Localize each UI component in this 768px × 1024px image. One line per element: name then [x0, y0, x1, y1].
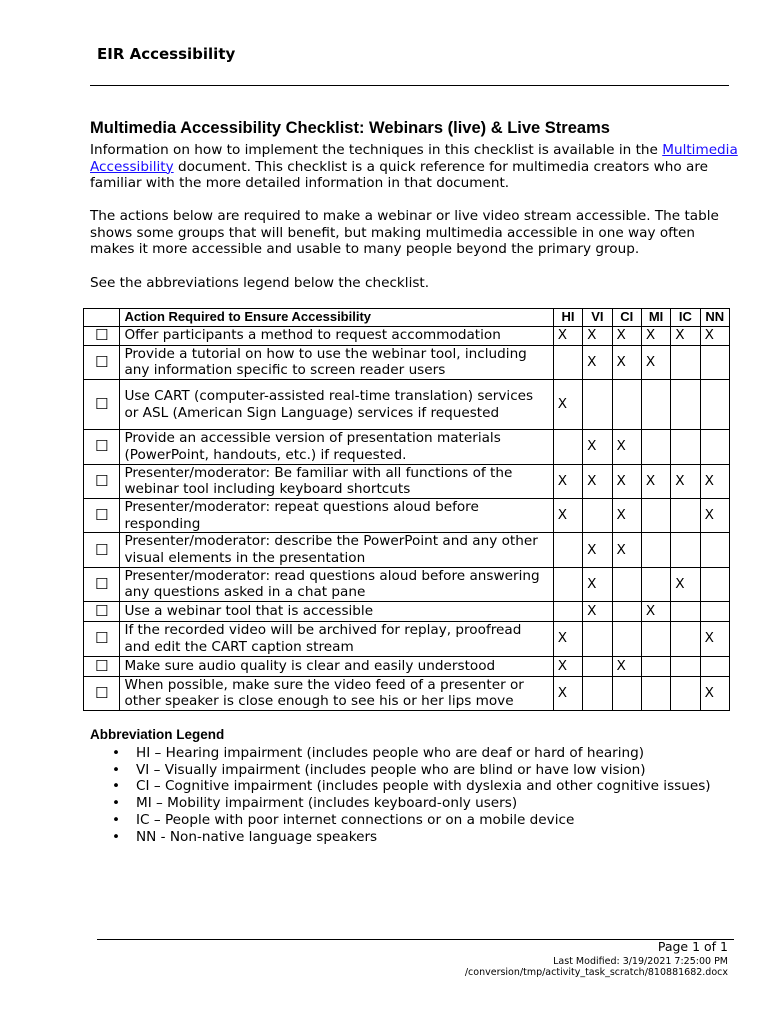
row-checkbox[interactable]: ☐ — [84, 345, 120, 379]
page-title: Multimedia Accessibility Checklist: Webinars (live) & Live Streams — [90, 119, 610, 137]
last-modified: Last Modified: 3/19/2021 7:25:00 PM — [553, 956, 728, 967]
row-checkbox[interactable]: ☐ — [84, 326, 120, 345]
ci-cell: X — [612, 533, 641, 567]
legend-list — [90, 745, 711, 845]
intro-paragraph — [90, 142, 740, 192]
table-row — [84, 326, 730, 345]
table-row — [84, 602, 730, 622]
multimedia-accessibility-link[interactable]: Multimedia Accessibility — [90, 142, 738, 175]
file-path: /conversion/tmp/activity_task_scratch/810881682.docx — [464, 967, 728, 978]
legend-item-text: HI – Hearing impairment (includes people who are deaf or hard of hearing) — [136, 745, 645, 761]
legend-item — [90, 829, 711, 846]
legend-item-text: VI – Visually impairment (includes people who are blind or have low vision) — [136, 761, 646, 778]
vi-column-header: VI — [583, 309, 612, 327]
row-checkbox[interactable]: ☐ — [84, 602, 120, 622]
nn-cell: X — [700, 676, 729, 710]
ic-column-header: IC — [671, 309, 700, 327]
legend-item-text: IC – People with poor internet connections or on a mobile device — [136, 811, 575, 828]
action-cell: Presenter/moderator: read questions aloud before answering any questions asked in a chat pane — [120, 567, 553, 601]
ic-cell — [671, 602, 700, 622]
hi-column-header: HI — [553, 309, 582, 327]
table-row — [84, 533, 730, 567]
vi-cell — [583, 498, 612, 532]
ci-cell — [612, 380, 641, 430]
vi-cell: X — [583, 430, 612, 464]
mi-cell — [641, 498, 670, 532]
ic-cell: X — [671, 464, 700, 498]
ci-cell: X — [612, 326, 641, 345]
vi-cell — [583, 676, 612, 710]
legend-note: See the abbreviations legend below the checklist. — [90, 275, 430, 291]
nn-cell: X — [700, 464, 729, 498]
bullet-icon: • — [112, 778, 121, 795]
page-number: Page 1 of 1 — [657, 939, 728, 954]
checklist-header-row — [84, 309, 730, 327]
hi-cell — [553, 430, 582, 464]
nn-cell — [700, 345, 729, 379]
action-cell: Presenter/moderator: repeat questions aloud before responding — [120, 498, 553, 532]
hi-cell: X — [553, 622, 582, 656]
ic-cell: X — [671, 326, 700, 345]
legend-item-text: MI – Mobility impairment (includes keyboard-only users) — [136, 795, 518, 812]
bullet-icon: • — [112, 745, 121, 761]
action-cell: Presenter/moderator: Be familiar with all functions of the webinar tool including keyboard shortcuts — [120, 464, 553, 498]
intro-text-end: document. This checklist is a quick reference for multimedia creators who are familiar with the more detailed information in that document. — [90, 158, 709, 192]
legend-item — [90, 812, 711, 829]
nn-cell — [700, 656, 729, 676]
action-column-header: Action Required to Ensure Accessibility — [120, 309, 553, 327]
legend-item — [90, 778, 711, 795]
ic-cell — [671, 498, 700, 532]
hi-cell — [553, 533, 582, 567]
table-row — [84, 430, 730, 464]
ic-cell — [671, 533, 700, 567]
mi-cell — [641, 380, 670, 430]
vi-cell — [583, 380, 612, 430]
row-checkbox[interactable]: ☐ — [84, 380, 120, 430]
mi-cell: X — [641, 326, 670, 345]
mi-cell: X — [641, 345, 670, 379]
table-row — [84, 656, 730, 676]
intro-text-start: Information on how to implement the techniques in this checklist is available in the — [90, 142, 663, 158]
legend-title: Abbreviation Legend — [90, 727, 225, 742]
ci-cell: X — [612, 464, 641, 498]
description-paragraph: The actions below are required to make a webinar or live video stream accessible. The table shows some groups that will benefit, but making multimedia accessible in one way often makes it more accessible and usable to many people beyond the primary group. — [90, 208, 719, 258]
action-cell: Offer participants a method to request accommodation — [120, 326, 553, 345]
action-cell: Use CART (computer-assisted real-time translation) services or ASL (American Sign Language) services if requested — [120, 380, 553, 430]
row-checkbox[interactable]: ☐ — [84, 498, 120, 532]
mi-cell — [641, 622, 670, 656]
mi-cell — [641, 567, 670, 601]
vi-cell: X — [583, 326, 612, 345]
mi-cell — [641, 676, 670, 710]
ci-cell — [612, 676, 641, 710]
hi-cell: X — [553, 656, 582, 676]
action-cell: When possible, make sure the video feed of a presenter or other speaker is close enough to see his or her lips move — [120, 676, 553, 710]
nn-cell — [700, 533, 729, 567]
vi-cell — [583, 622, 612, 656]
ci-cell — [612, 567, 641, 601]
mi-cell — [641, 656, 670, 676]
legend-item — [90, 745, 711, 762]
bullet-icon: • — [112, 811, 121, 828]
hi-cell: X — [553, 676, 582, 710]
ci-cell: X — [612, 430, 641, 464]
vi-cell: X — [583, 345, 612, 379]
row-checkbox[interactable]: ☐ — [84, 464, 120, 498]
ic-cell: X — [671, 567, 700, 601]
ci-cell — [612, 602, 641, 622]
row-checkbox[interactable]: ☐ — [84, 676, 120, 710]
action-cell: Presenter/moderator: describe the PowerPoint and any other visual elements in the presentation — [120, 533, 553, 567]
bullet-icon: • — [112, 761, 121, 778]
mi-cell — [641, 533, 670, 567]
row-checkbox[interactable]: ☐ — [84, 533, 120, 567]
ci-cell — [612, 622, 641, 656]
table-row — [84, 498, 730, 532]
row-checkbox[interactable]: ☐ — [84, 656, 120, 676]
hi-cell: X — [553, 498, 582, 532]
vi-cell: X — [583, 602, 612, 622]
hi-cell: X — [553, 464, 582, 498]
action-cell: Provide an accessible version of presentation materials (PowerPoint, handouts, etc.) if requested. — [120, 430, 553, 464]
mi-column-header: MI — [641, 309, 670, 327]
nn-cell — [700, 567, 729, 601]
legend-item — [90, 762, 711, 779]
hi-cell — [553, 567, 582, 601]
nn-column-header: NN — [700, 309, 729, 327]
nn-cell: X — [700, 622, 729, 656]
vi-cell: X — [583, 533, 612, 567]
nn-cell — [700, 380, 729, 430]
table-row — [84, 622, 730, 656]
ic-cell — [671, 430, 700, 464]
table-row — [84, 345, 730, 379]
nn-cell — [700, 430, 729, 464]
vi-cell — [583, 656, 612, 676]
hi-cell: X — [553, 326, 582, 345]
ic-cell — [671, 656, 700, 676]
action-cell: Provide a tutorial on how to use the webinar tool, including any information specific to screen reader users — [120, 345, 553, 379]
bullet-icon: • — [112, 828, 121, 845]
row-checkbox[interactable]: ☐ — [84, 430, 120, 464]
action-cell: Make sure audio quality is clear and easily understood — [120, 656, 553, 676]
vi-cell: X — [583, 464, 612, 498]
legend-item-text: NN - Non-native language speakers — [136, 828, 378, 845]
bullet-icon: • — [112, 795, 121, 812]
table-row — [84, 567, 730, 601]
table-row — [84, 676, 730, 710]
ci-column-header: CI — [612, 309, 641, 327]
legend-item-text: CI – Cognitive impairment (includes people with dyslexia and other cognitive issues) — [136, 778, 711, 795]
action-cell: If the recorded video will be archived for replay, proofread and edit the CART caption stream — [120, 622, 553, 656]
footer-divider — [97, 939, 734, 940]
action-cell: Use a webinar tool that is accessible — [120, 602, 553, 622]
ic-cell — [671, 380, 700, 430]
table-row — [84, 464, 730, 498]
checkbox-column-header — [84, 309, 120, 327]
ic-cell — [671, 676, 700, 710]
table-row — [84, 380, 730, 430]
checklist-table — [83, 308, 730, 711]
row-checkbox[interactable]: ☐ — [84, 622, 120, 656]
hi-cell — [553, 345, 582, 379]
ci-cell: X — [612, 498, 641, 532]
ci-cell: X — [612, 656, 641, 676]
row-checkbox[interactable]: ☐ — [84, 567, 120, 601]
nn-cell: X — [700, 326, 729, 345]
hi-cell — [553, 602, 582, 622]
vi-cell: X — [583, 567, 612, 601]
ic-cell — [671, 622, 700, 656]
mi-cell — [641, 430, 670, 464]
header-divider — [90, 85, 729, 86]
nn-cell: X — [700, 498, 729, 532]
nn-cell — [700, 602, 729, 622]
ci-cell: X — [612, 345, 641, 379]
ic-cell — [671, 345, 700, 379]
legend-item — [90, 795, 711, 812]
mi-cell: X — [641, 464, 670, 498]
header-title: EIR Accessibility — [97, 45, 236, 63]
mi-cell: X — [641, 602, 670, 622]
hi-cell: X — [553, 380, 582, 430]
